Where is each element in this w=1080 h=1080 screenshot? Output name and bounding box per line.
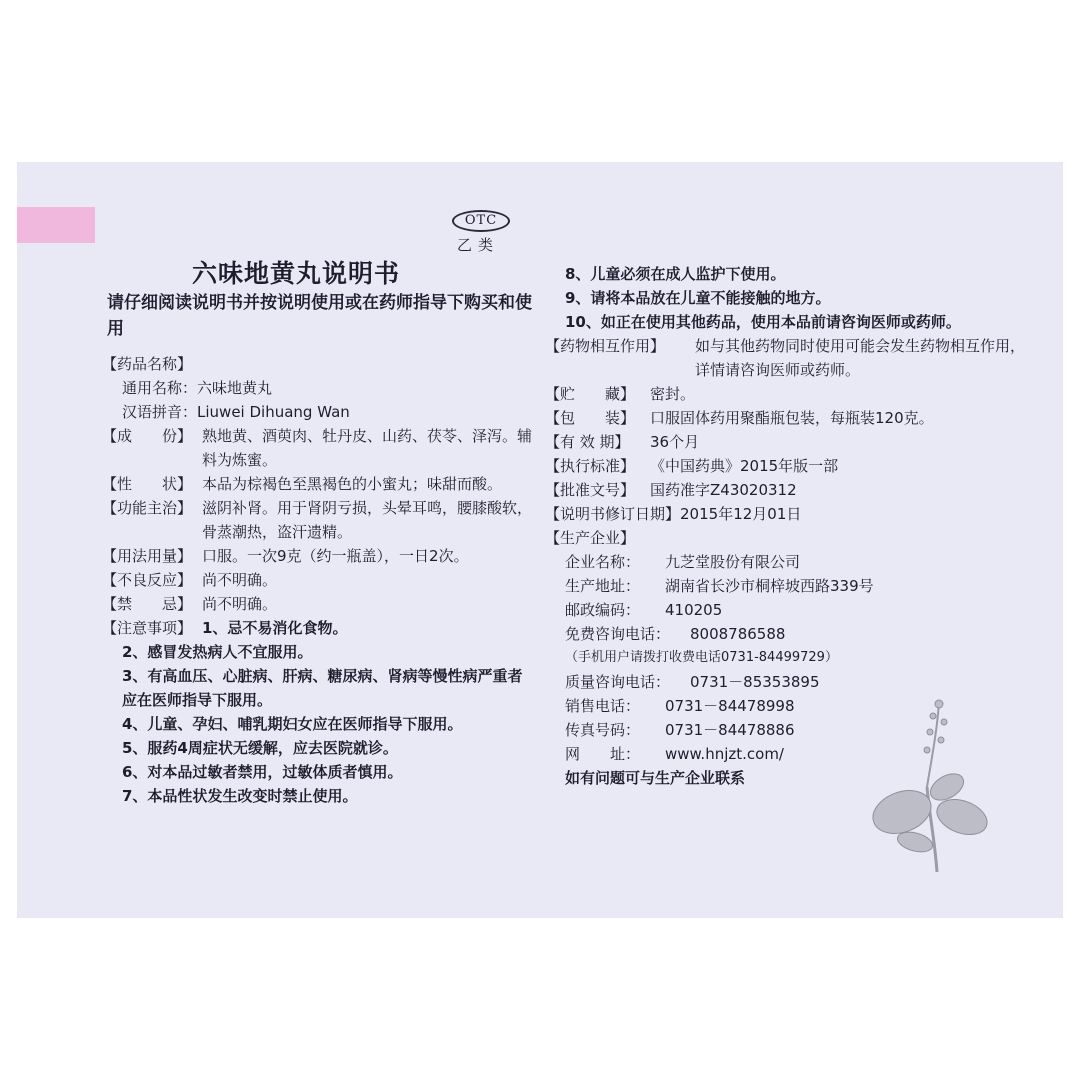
- company-value: 九芝堂股份有限公司: [665, 553, 801, 571]
- approval-label: 【批准文号】: [545, 481, 636, 499]
- precaution-item: 9、请将本品放在儿童不能接触的地方。: [565, 289, 831, 307]
- pink-tab-marker: [17, 207, 95, 243]
- pinyin-label: 汉语拼音：: [122, 403, 198, 421]
- indications-label: 【功能主治】: [102, 499, 193, 517]
- leaflet-sheet: [17, 162, 1063, 918]
- sales-value: 0731－84478998: [665, 697, 795, 715]
- approval-row: [545, 478, 1025, 502]
- pinyin-value: Liuwei Dihuang Wan: [197, 403, 350, 421]
- contraindications-row: [102, 592, 532, 616]
- pinyin-row: [102, 400, 532, 424]
- precaution-item: 4、儿童、孕妇、哺乳期妇女应在医师指导下服用。: [122, 715, 463, 733]
- precautions-label: 【注意事项】: [102, 619, 193, 637]
- drug-name-section: [102, 352, 532, 376]
- ingredients-row: [102, 424, 532, 472]
- sales-label: 销售电话：: [565, 697, 641, 715]
- package-label: 【包 装】: [545, 409, 636, 427]
- mobile-note: （手机用户请拨打收费电话0731-84499729）: [565, 650, 838, 665]
- adverse-row: [102, 568, 532, 592]
- standard-row: [545, 454, 1025, 478]
- validity-label: 【有 效 期】: [545, 433, 630, 451]
- page-title: 六味地黄丸说明书: [192, 259, 401, 288]
- standard-value: 《中国药典》2015年版一部: [650, 457, 839, 475]
- dosage-label: 【用法用量】: [102, 547, 193, 565]
- company-label: 企业名称：: [565, 553, 641, 571]
- approval-value: 国药准字Z43020312: [650, 481, 797, 499]
- adverse-label: 【不良反应】: [102, 571, 193, 589]
- indications-value: 滋阴补肾。用于肾阴亏损，头晕耳鸣，腰膝酸软，骨蒸潮热，盗汗遗精。: [202, 499, 533, 541]
- adverse-value: 尚不明确。: [202, 571, 278, 589]
- dosage-value: 口服。一次9克（约一瓶盖），一日2次。: [202, 547, 469, 565]
- standard-label: 【执行标准】: [545, 457, 636, 475]
- precaution-item: 3、有高血压、心脏病、肝病、糖尿病、肾病等慢性病严重者应在医师指导下服用。: [122, 667, 523, 709]
- drug-name-label: 【药品名称】: [102, 355, 193, 373]
- fax-value: 0731－84478886: [665, 721, 795, 739]
- quality-row: [545, 670, 1025, 694]
- contraindications-value: 尚不明确。: [202, 595, 278, 613]
- otc-class: 乙类: [457, 236, 500, 254]
- company-row: [545, 550, 1025, 574]
- manufacturer-label: 【生产企业】: [545, 529, 636, 547]
- appearance-value: 本品为棕褐色至黑褐色的小蜜丸；味甜而酸。: [202, 475, 503, 493]
- fax-label: 传真号码：: [565, 721, 641, 739]
- precaution-item: 8、儿童必须在成人监护下使用。: [565, 265, 786, 283]
- package-value: 口服固体药用聚酯瓶包装，每瓶装120克。: [650, 409, 934, 427]
- interaction-label: 【药物相互作用】: [545, 337, 666, 355]
- storage-label: 【贮 藏】: [545, 385, 636, 403]
- precaution-item: 10、如正在使用其他药品，使用本品前请咨询医师或药师。: [565, 313, 961, 331]
- indications-row: [102, 496, 532, 544]
- generic-name-value: 六味地黄丸: [197, 379, 273, 397]
- website-label: 网 址：: [565, 745, 641, 763]
- plant-illustration-icon: [867, 692, 997, 882]
- otc-mark: OTC: [452, 210, 510, 232]
- validity-row: [545, 430, 1025, 454]
- quality-label: 质量咨询电话：: [565, 673, 671, 691]
- precaution-item: 5、服药4周症状无缓解，应去医院就诊。: [122, 739, 398, 757]
- ingredients-label: 【成 份】: [102, 427, 193, 445]
- generic-name-label: 通用名称：: [122, 379, 198, 397]
- postcode-value: 410205: [665, 601, 723, 619]
- contact-note: 如有问题可与生产企业联系: [565, 769, 746, 787]
- precaution-item: 2、感冒发热病人不宜服用。: [122, 643, 313, 661]
- hotline-row: [545, 622, 1025, 646]
- postcode-row: [545, 598, 1025, 622]
- revision-value: 2015年12月01日: [680, 505, 802, 523]
- revision-label: 【说明书修订日期】: [545, 505, 681, 523]
- left-column: [102, 352, 532, 808]
- website-value: www.hnjzt.com/: [665, 745, 784, 763]
- precaution-item: 7、本品性状发生改变时禁止使用。: [122, 787, 358, 805]
- package-row: [545, 406, 1025, 430]
- appearance-row: [102, 472, 532, 496]
- usage-warning: 请仔细阅读说明书并按说明使用或在药师指导下购买和使用: [107, 293, 532, 339]
- address-row: [545, 574, 1025, 598]
- interaction-value: 如与其他药物同时使用可能会发生药物相互作用，详情请咨询医师或药师。: [695, 337, 1026, 379]
- dosage-row: [102, 544, 532, 568]
- interaction-row: [545, 334, 1025, 382]
- postcode-label: 邮政编码：: [565, 601, 641, 619]
- generic-name-row: [102, 376, 532, 400]
- precautions-row: [102, 616, 532, 640]
- appearance-label: 【性 状】: [102, 475, 193, 493]
- storage-row: [545, 382, 1025, 406]
- storage-value: 密封。: [650, 385, 696, 403]
- address-label: 生产地址：: [565, 577, 641, 595]
- revision-row: [545, 502, 1025, 526]
- validity-value: 36个月: [650, 433, 700, 451]
- ingredients-value: 熟地黄、酒萸肉、牡丹皮、山药、茯苓、泽泻。辅料为炼蜜。: [202, 427, 533, 469]
- hotline-label: 免费咨询电话：: [565, 625, 671, 643]
- manufacturer-section: [545, 526, 1025, 550]
- hotline-value: 8008786588: [690, 625, 786, 643]
- quality-value: 0731－85353895: [690, 673, 820, 691]
- precaution-item: 6、对本品过敏者禁用，过敏体质者慎用。: [122, 763, 403, 781]
- address-value: 湖南省长沙市桐梓坡西路339号: [665, 577, 874, 595]
- contraindications-label: 【禁 忌】: [102, 595, 193, 613]
- precaution-item: 1、忌不易消化食物。: [202, 619, 348, 637]
